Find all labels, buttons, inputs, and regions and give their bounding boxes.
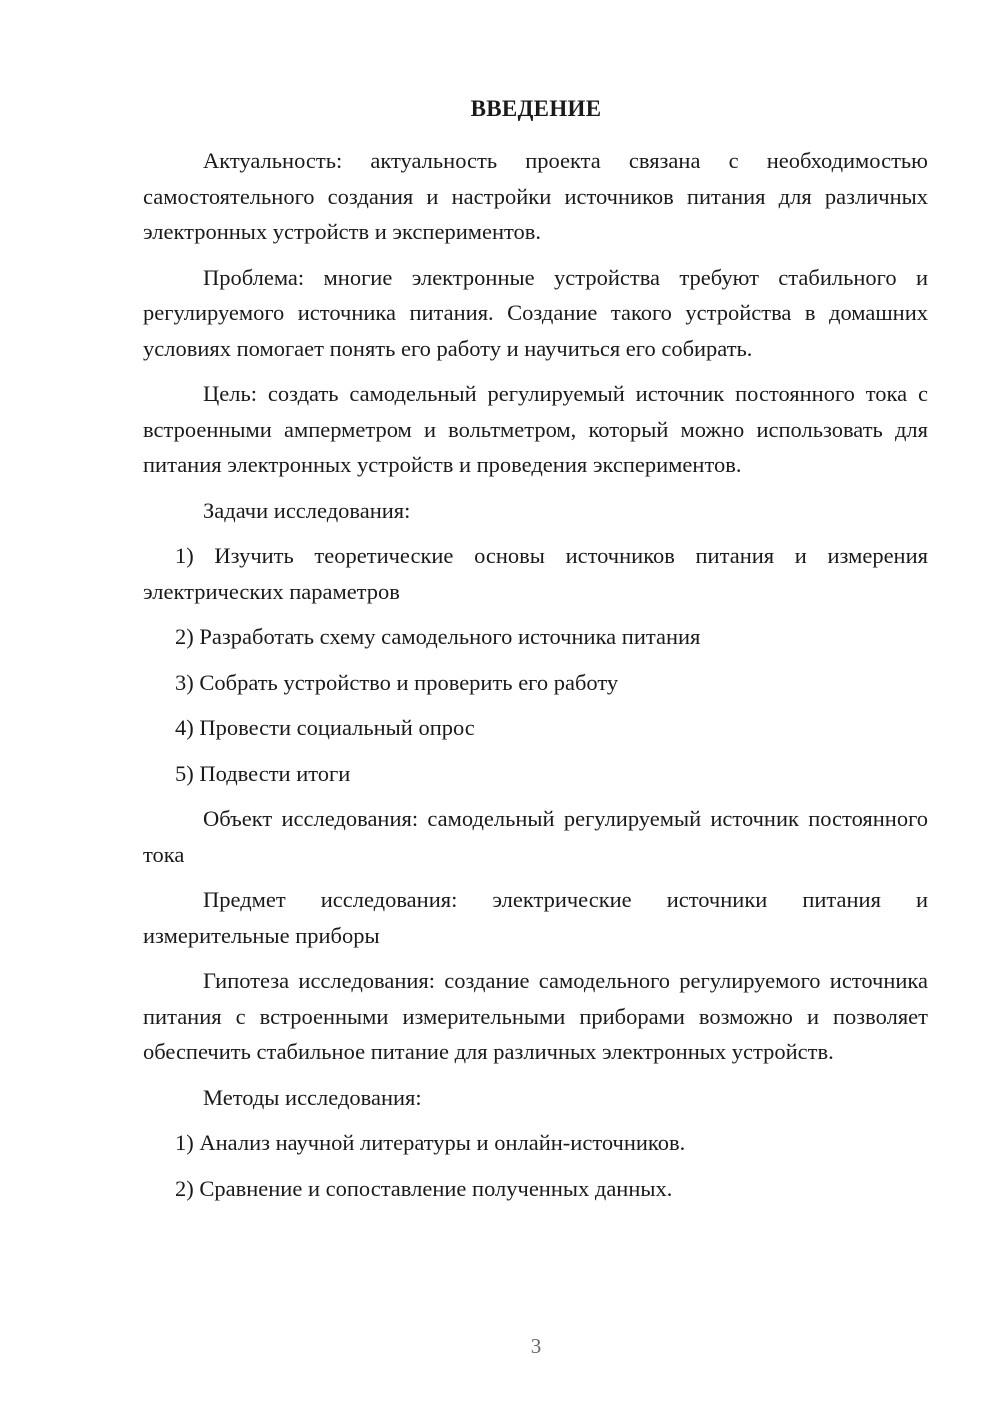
hypothesis-paragraph: Гипотеза исследования: создание самодельного регулируемого источника питания с встроенными измерительными приборами возможно и позволяет обеспечить стабильное питание для различных электронных устройств. xyxy=(143,968,928,1064)
subject-paragraph: Предмет исследования: электрические источники питания и измерительные приборы xyxy=(143,887,928,948)
page-title: ВВЕДЕНИЕ xyxy=(470,96,602,121)
methods-heading: Методы исследования: xyxy=(203,1084,422,1110)
object-paragraph: Объект исследования: самодельный регулируемый источник постоянного тока xyxy=(143,806,928,867)
method-item-2: 2) Сравнение и сопоставление полученных данных. xyxy=(175,1175,673,1201)
task-item-2: 2) Разработать схему самодельного источника питания xyxy=(175,624,701,649)
problem-paragraph: Проблема: многие электронные устройства требуют стабильного и регулируемого источника питания. Создание такого устройства в домашних условиях помогает понять его работу и научиться его собирать. xyxy=(143,264,928,361)
task-item-5: 5) Подвести итоги xyxy=(175,760,351,786)
page-number: 3 xyxy=(530,1334,542,1358)
task-item-4: 4) Провести социальный опрос xyxy=(175,715,475,740)
goal-paragraph: Цель: создать самодельный регулируемый источник постоянного тока с встроенными амперметром и вольтметром, который можно использовать для питания электронных устройств и проведения экспериментов. xyxy=(143,381,928,477)
task-item-3: 3) Собрать устройство и проверить его работу xyxy=(175,669,619,695)
document-body xyxy=(143,143,928,1206)
relevance-paragraph: Актуальность: актуальность проекта связана с необходимостью самостоятельного создания и настройки источников питания для различных электронных устройств и экспериментов. xyxy=(143,148,928,244)
method-item-1: 1) Анализ научной литературы и онлайн-источников. xyxy=(175,1130,686,1155)
tasks-heading: Задачи исследования: xyxy=(203,497,411,523)
task-item-1: 1) Изучить теоретические основы источников питания и измерения электрических параметров xyxy=(143,543,928,604)
